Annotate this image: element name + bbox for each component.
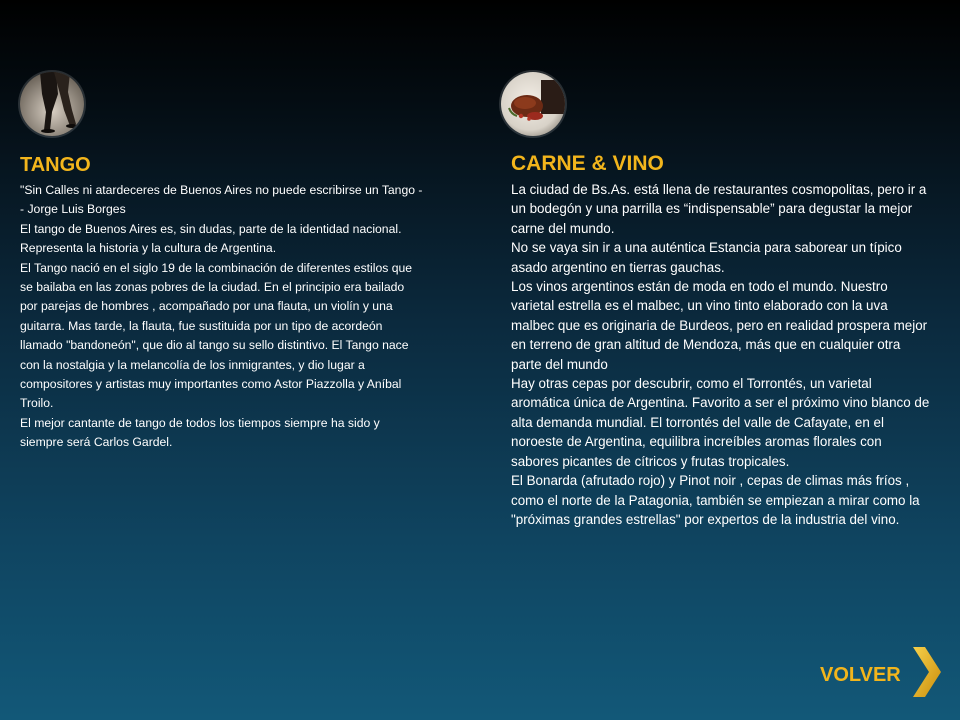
- tango-paragraph: El Tango nació en el siglo 19 de la combinación de diferentes estilos que se bailaba en las zonas pobres de la ciudad. En el principio era bailado por parejas de hombres , acompañado por una flauta, un violín y una guitarra. Mas tarde, la flauta, fue sustituida por un tipo de acordeón llamado "bandoneón", que dio al tango su sello distintivo. El Tango nace con la nostalgia y la melancolía de los inmigrantes, y dio lugar a compositores y artistas muy importantes como Astor Piazzolla y Aníbal Troilo.: [20, 260, 413, 411]
- tango-dancers-image: [20, 72, 84, 136]
- carne-vino-paragraph: Hay otras cepas por descubrir, como el Torrontés, un varietal aromática única de Argentina. Favorito a ser el próximo vino blanco de alta demanda mundial. El torrontés del valle de Cafayate, en el noroeste de Argentina, equilibra increíbles aromas florales con sabores picantes de cítricos y frutas tropicales.: [511, 376, 930, 469]
- tango-paragraph: El mejor cantante de tango de todos los tiempos siempre ha sido y siempre será Carlos Gardel.: [20, 415, 380, 450]
- carne-photo: [501, 72, 565, 136]
- tango-photo: [20, 72, 84, 136]
- carne-vino-paragraph: No se vaya sin ir a una auténtica Estancia para saborear un típico asado argentino en tierras gauchas.: [511, 240, 902, 275]
- carne-vino-paragraph: La ciudad de Bs.As. está llena de restaurantes cosmopolitas, pero ir a un bodegón y una parrilla es “indispensable” para degustar la mejor carne del mundo.: [511, 182, 927, 236]
- tango-paragraph: El tango de Buenos Aires es, sin dudas, parte de la identidad nacional. Representa la historia y la cultura de Argentina.: [20, 221, 402, 256]
- carne-vino-title: CARNE & VINO: [511, 152, 664, 175]
- tango-title: TANGO: [20, 154, 91, 176]
- tango-text: [20, 181, 425, 453]
- carne-vino-paragraph: Los vinos argentinos están de moda en todo el mundo. Nuestro varietal estrella es el malbec, un vino tinto elaborado con la uva malbec que es originaria de Burdeos, pero en realidad prospera mejor en terreno de gran altitud de Mendoza, más que en cualquier otra parte del mundo: [511, 279, 928, 372]
- carne-vino-text: [511, 180, 931, 529]
- tango-section: [20, 72, 425, 453]
- carne-vino-paragraph: El Bonarda (afrutado rojo) y Pinot noir , cepas de climas más fríos , como el norte de la Patagonia, también se empiezan a mirar como la "próximas grandes estrellas" por expertos de la industria del vino.: [511, 473, 920, 527]
- tango-paragraph: "Sin Calles ni atardeceres de Buenos Aires no puede escribirse un Tango -- Jorge Luis Borges: [20, 183, 423, 217]
- chevron-right-icon: [911, 645, 943, 704]
- volver-label: VOLVER: [820, 663, 901, 686]
- carne-vino-section: [511, 72, 931, 529]
- steak-plate-image: [501, 72, 565, 136]
- volver-button[interactable]: [820, 646, 945, 702]
